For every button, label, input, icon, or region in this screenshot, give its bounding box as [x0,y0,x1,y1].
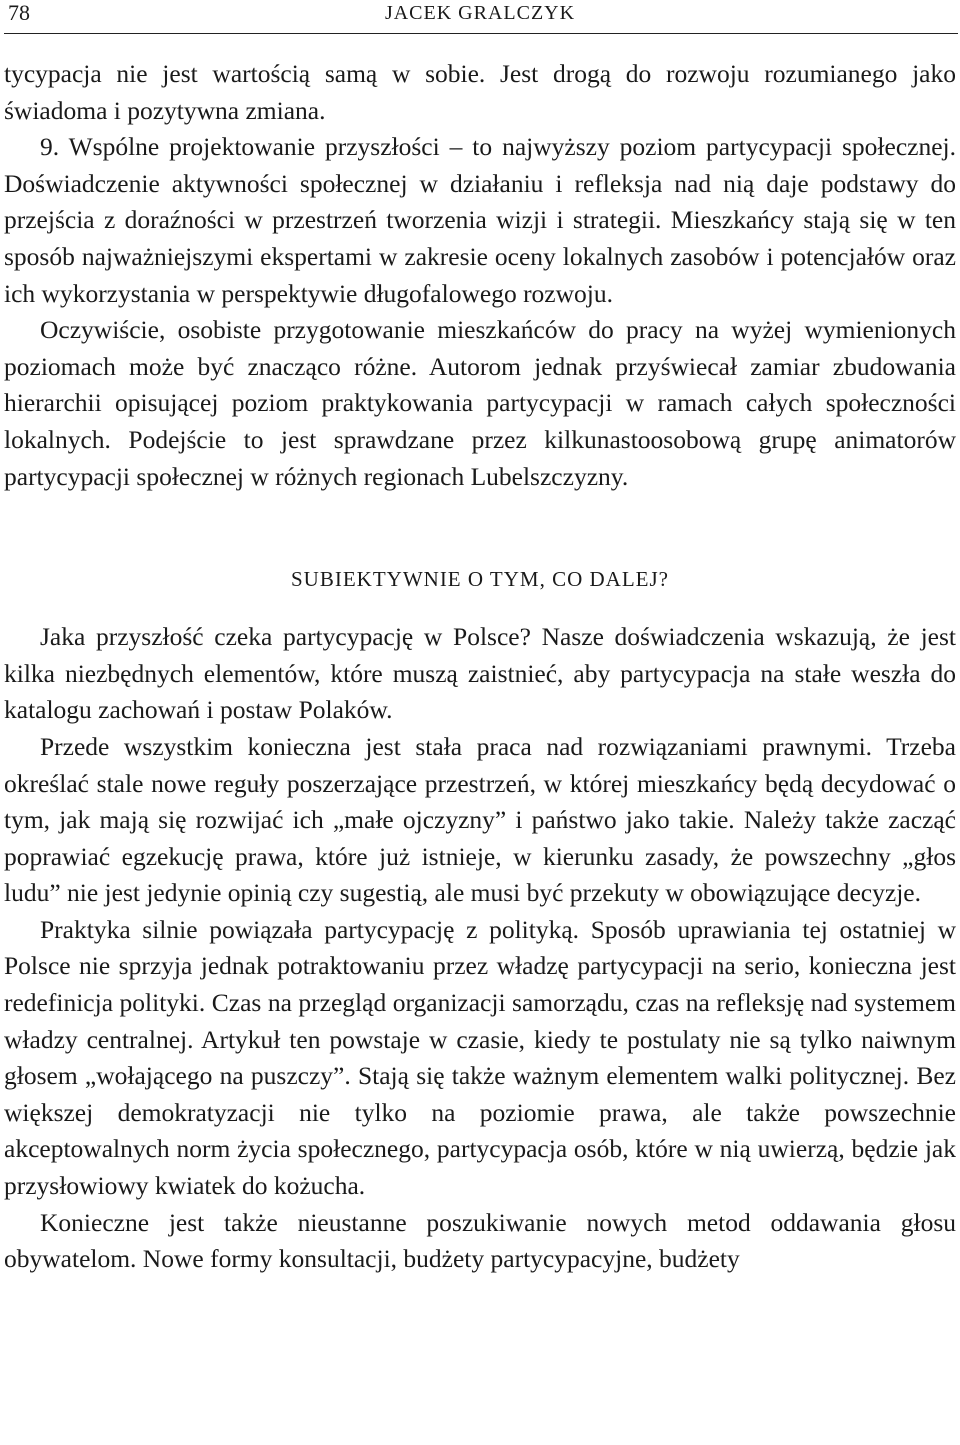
running-head-author: JACEK GRALCZYK [384,2,576,24]
paragraph: Oczywiście, osobiste przygotowanie mieszkańców do pracy na wyżej wymienionych poziomach może być znacząco różne. Autorom jednak przyświecał zamiar zbudowania hierarchii opisującej poziom praktykowania partycypacji w ramach całych społeczności lokalnych. Podejście to jest sprawdzane przez kilkunastoosobową grupę animatorów partycypacji społecznej w różnych regionach Lubelszczyzny. [4,315,956,491]
paragraph: Przede wszystkim konieczna jest stała praca nad rozwiązaniami prawnymi. Trzeba określać stale nowe reguły poszerzające przestrzeń, w której mieszkańcy będą decydować o tym, jak mają się rozwijać ich „małe ojczyzny” i państwo jako takie. Należy także zacząć poprawiać egzekucję prawa, które już istnieje, w kierunku zasady, że powszechny „głos ludu” nie jest jedynie opinią czy sugestią, ale musi być przekuty w obowiązujące decyzje. [4,731,956,908]
running-header [0,0,960,40]
paragraph: tycypacja nie jest wartością samą w sobie. Jest drogą do rozwoju rozumianego jako świadoma i pozytywna zmiana. [4,59,956,125]
body-text [4,56,956,1278]
paragraph: Jaka przyszłość czeka partycypację w Polsce? Nasze doświadczenia wskazują, że jest kilka niezbędnych elementów, które muszą zaistnieć, aby partycypacja na stałe weszła do katalogu zachowań i postaw Polaków. [4,622,956,725]
paragraph: 9. Wspólne projektowanie przyszłości – to najwyższy poziom partycypacji społecznej. Doświadczenie aktywności społecznej w działaniu i refleksja nad nią daje podstawy do przejścia z doraźności w przestrzeń tworzenia wizji i strategii. Mieszkańcy stają się w ten sposób najważniejszymi ekspertami w zakresie oceny lokalnych zasobów i potencjałów oraz ich wykorzystania w perspektywie długofalowego rozwoju. [4,132,956,308]
header-rule [4,33,958,34]
section-heading: SUBIEKTYWNIE O TYM, CO DALEJ? [291,567,669,592]
paragraph: Praktyka silnie powiązała partycypację z polityką. Sposób uprawiania tej ostatniej w Polsce nie sprzyja jednak potraktowaniu przez władzę partycypacji na serio, konieczna jest redefinicja polityki. Czas na przegląd organizacji samorządu, czas na refleksję nad systemem władzy centralnej. Artykuł ten powstaje w czasie, kiedy te postulaty nie są tylko naiwnym głosem „wołającego na puszczy”. Stają się także ważnym elementem walki politycznej. Bez większej demokratyzacji nie tylko na poziomie prawa, ale także powszechnie akceptowalnych norm życia społecznego, partycypacja osób, które w nią uwierzą, będzie jak przysłowiowy kwiatek do kożucha. [4,914,956,1201]
page-number: 78 [8,0,30,25]
paragraph: Konieczne jest także nieustanne poszukiwanie nowych metod oddawania głosu obywatelom. Nowe formy konsultacji, budżety partycypacyjne, budżety [4,1207,956,1274]
